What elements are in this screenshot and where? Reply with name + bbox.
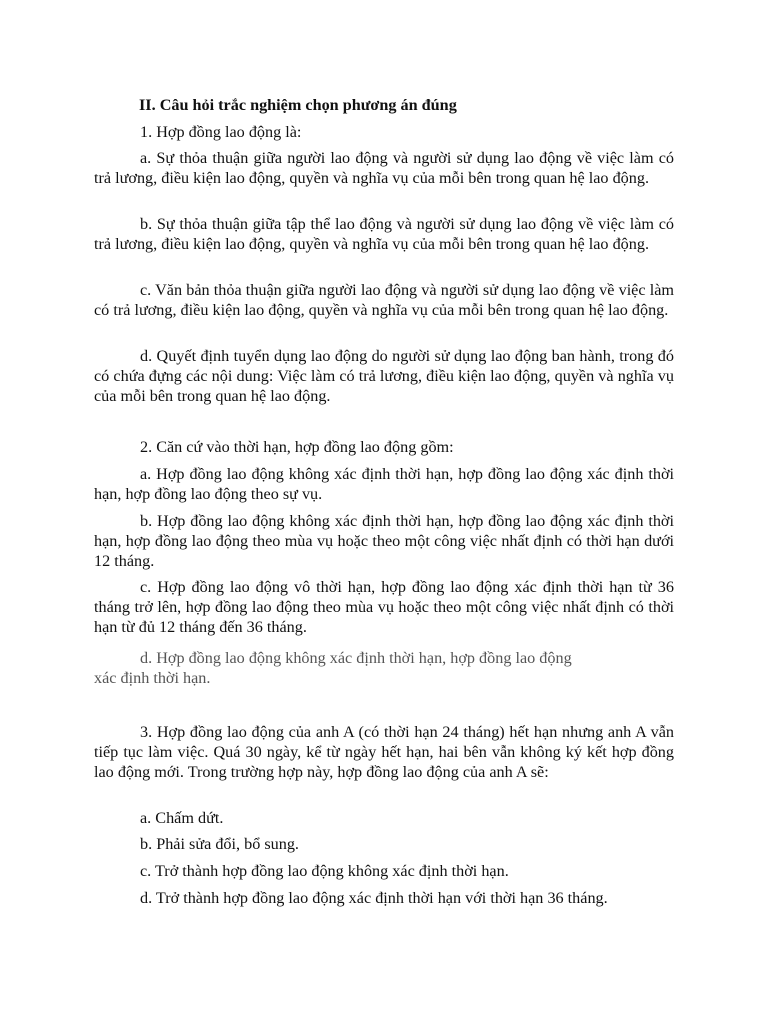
question-3-option-b: b. Phải sửa đổi, bổ sung. [140,835,299,853]
question-2-option-d: d. Hợp đồng lao động không xác định thời hạn, hợp đồng lao động xác định thời hạn. [94,649,572,687]
question-3-option-c: c. Trở thành hợp đồng lao động không xác định thời hạn. [140,862,509,880]
question-1-stem: 1. Hợp đồng lao động là: [140,123,302,141]
question-3-option-d: d. Trở thành hợp đồng lao động xác định thời hạn với thời hạn 36 tháng. [140,889,608,907]
question-2-option-c: c. Hợp đồng lao động vô thời hạn, hợp đồng lao động xác định thời hạn từ 36 tháng trở lên, hợp đồng lao động theo mùa vụ hoặc theo một công việc nhất định có thời hạn từ đủ 12 tháng đến 36 tháng. [94,578,674,636]
question-1-option-d: d. Quyết định tuyển dụng lao động do người sử dụng lao động ban hành, trong đó có chứa đựng các nội dung: Việc làm có trả lương, điều kiện lao động, quyền và nghĩa vụ của mỗi bên trong quan hệ lao động. [94,347,674,405]
question-2-stem: 2. Căn cứ vào thời hạn, hợp đồng lao động gồm: [140,438,454,456]
question-1-option-c: c. Văn bản thỏa thuận giữa người lao động và người sử dụng lao động về việc làm có trả lương, điều kiện lao động, quyền và nghĩa vụ của mỗi bên trong quan hệ lao động. [94,281,674,319]
section-heading: II. Câu hỏi trắc nghiệm chọn phương án đúng [139,96,457,114]
question-1-option-b: b. Sự thỏa thuận giữa tập thể lao động và người sử dụng lao động về việc làm có trả lương, điều kiện lao động, quyền và nghĩa vụ của mỗi bên trong quan hệ lao động. [94,215,674,253]
question-2-option-b: b. Hợp đồng lao động không xác định thời hạn, hợp đồng lao động xác định thời hạn, hợp đồng lao động theo mùa vụ hoặc theo một công việc nhất định có thời hạn dưới 12 tháng. [94,512,674,570]
question-2-option-a: a. Hợp đồng lao động không xác định thời hạn, hợp đồng lao động xác định thời hạn, hợp đồng lao động theo sự vụ. [94,465,674,503]
question-3-option-a: a. Chấm dứt. [140,809,224,827]
question-1-option-a: a. Sự thỏa thuận giữa người lao động và người sử dụng lao động về việc làm có trả lương, điều kiện lao động, quyền và nghĩa vụ của mỗi bên trong quan hệ lao động. [94,149,674,187]
question-3-stem: 3. Hợp đồng lao động của anh A (có thời hạn 24 tháng) hết hạn nhưng anh A vẫn tiếp tục làm việc. Quá 30 ngày, kể từ ngày hết hạn, hai bên vẫn không ký kết hợp đồng lao động mới. Trong trường hợp này, hợp đồng lao động của anh A sẽ: [94,723,674,781]
